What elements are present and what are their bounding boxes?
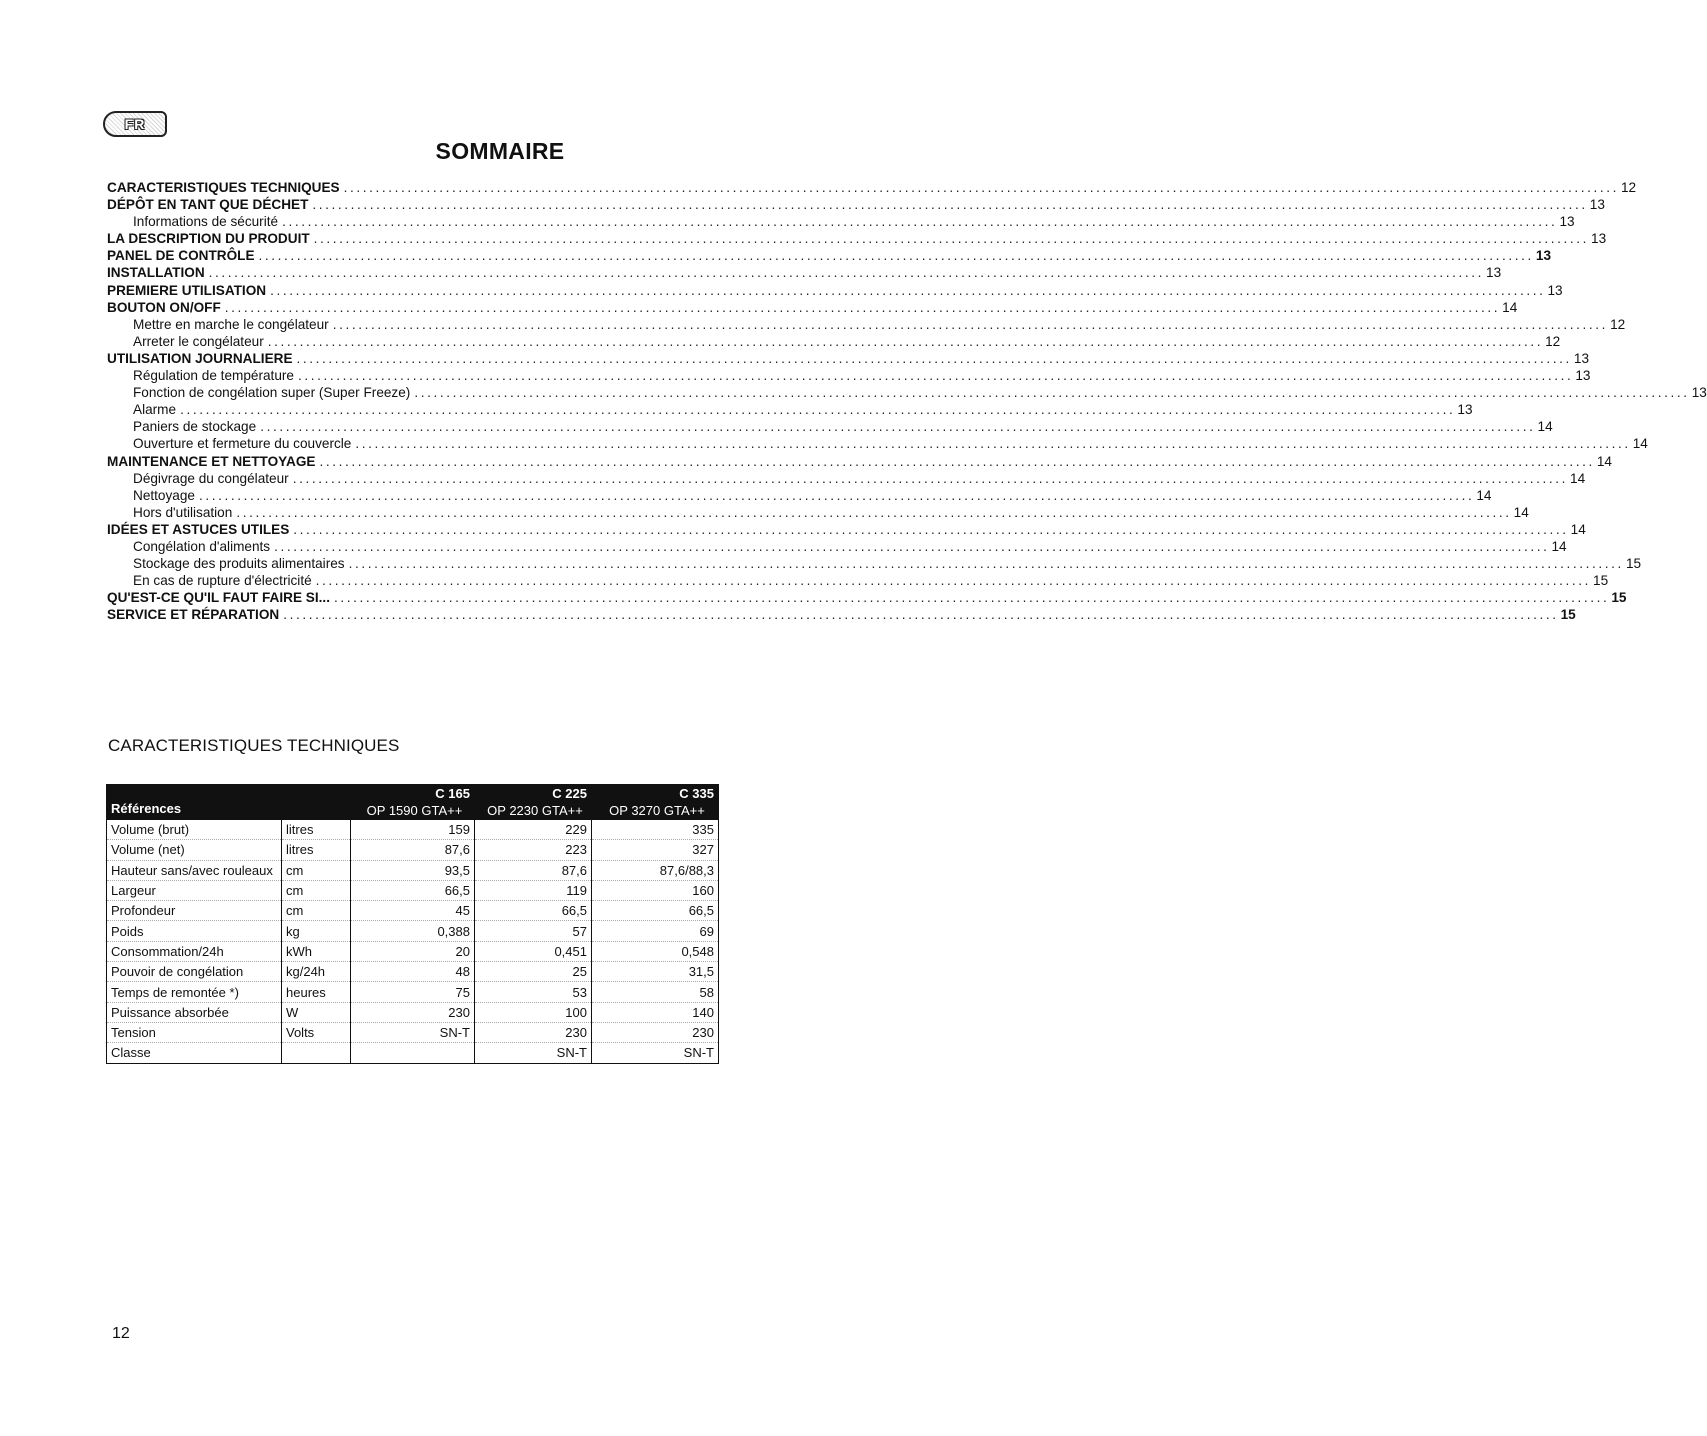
specifications-table (106, 784, 719, 1064)
toc-entry (107, 299, 1518, 316)
toc-entry-label: LA DESCRIPTION DU PRODUIT (107, 231, 310, 247)
spec-unit: cm (282, 860, 351, 880)
spec-unit: litres (282, 820, 351, 840)
toc-entry-label: En cas de rupture d'électricité (133, 573, 312, 589)
spec-label: Consommation/24h (107, 941, 282, 961)
spec-value: 0,451 (475, 941, 592, 961)
toc-leader-dots: ........................................................................................................................................................................................................ (283, 607, 1559, 623)
toc-entry-page: 14 (1570, 470, 1586, 486)
spec-value: 69 (592, 921, 719, 941)
spec-value: 87,6 (475, 860, 592, 880)
toc-entry-page: 13 (1547, 282, 1563, 298)
toc-entry-label: Ouverture et fermeture du couvercle (133, 436, 352, 452)
spec-label: Classe (107, 1043, 282, 1063)
toc-entry-page: 13 (1457, 402, 1473, 418)
references-header: Références (107, 785, 282, 820)
toc-entry-label: Alarme (133, 402, 177, 418)
toc-entry-label: PREMIERE UTILISATION (107, 282, 267, 298)
toc-leader-dots: ........................................................................................................................................................................................................ (315, 573, 1592, 589)
spec-unit: Volts (282, 1022, 351, 1042)
spec-value: SN-T (351, 1022, 475, 1042)
model-name: OP 2230 GTA++ (487, 803, 583, 818)
model-header-1 (351, 785, 475, 820)
spec-unit: kg/24h (282, 962, 351, 982)
toc-leader-dots: ........................................................................................................................................................................................................ (313, 231, 1590, 247)
model-header-3 (592, 785, 719, 820)
spec-value: 66,5 (351, 880, 475, 900)
table-header-row (107, 785, 719, 820)
toc-leader-dots: ........................................................................................................................................................................................................ (333, 590, 1610, 606)
toc-leader-dots: ........................................................................................................................................................................................................ (355, 436, 1631, 452)
table-row (107, 941, 719, 961)
toc-entry (107, 196, 1605, 213)
toc-entry (107, 179, 1637, 196)
spec-value: 25 (475, 962, 592, 982)
toc-entry-page: 13 (1691, 385, 1707, 401)
page-number: 12 (112, 1325, 130, 1342)
table-row (107, 962, 719, 982)
toc-entry-label: Fonction de congélation super (Super Freeze) (133, 385, 411, 401)
table-row (107, 820, 719, 840)
toc-entry (107, 418, 1553, 435)
spec-value: 230 (475, 1022, 592, 1042)
toc-entry (107, 367, 1591, 384)
toc-entry (107, 470, 1586, 487)
toc-entry-page: 13 (1591, 231, 1607, 247)
model-code: C 165 (435, 786, 470, 801)
toc-leader-dots: ........................................................................................................................................................................................................ (267, 333, 1544, 349)
toc-entry-label: SERVICE ET RÉPARATION (107, 607, 280, 623)
toc-leader-dots: ........................................................................................................................................................................................................ (236, 504, 1512, 520)
toc-entry-page: 13 (1575, 368, 1591, 384)
toc-entry-page: 15 (1560, 607, 1576, 623)
spec-value: 327 (592, 840, 719, 860)
spec-value: 87,6 (351, 840, 475, 860)
spec-value: 159 (351, 820, 475, 840)
toc-entry (107, 264, 1502, 281)
spec-label: Temps de remontée *) (107, 982, 282, 1002)
spec-value: 0,388 (351, 921, 475, 941)
toc-entry-label: Mettre en marche le congélateur (133, 316, 329, 332)
toc-entry (107, 213, 1575, 230)
table-row (107, 1022, 719, 1042)
table-row (107, 921, 719, 941)
spec-label: Largeur (107, 880, 282, 900)
toc-entry-page: 13 (1589, 197, 1605, 213)
toc-entry-page: 13 (1573, 350, 1590, 366)
toc-entry-page: 13 (1535, 248, 1552, 264)
toc-entry (107, 453, 1612, 470)
language-badge: FR (103, 111, 167, 137)
toc-leader-dots: ........................................................................................................................................................................................................ (348, 556, 1624, 572)
spec-value: 0,548 (592, 941, 719, 961)
toc-leader-dots: ........................................................................................................................................................................................................ (258, 248, 1534, 264)
spec-unit: litres (282, 840, 351, 860)
table-row (107, 901, 719, 921)
toc-entry-page: 12 (1545, 333, 1561, 349)
toc-entry (107, 606, 1576, 623)
spec-value: 31,5 (592, 962, 719, 982)
spec-value: 229 (475, 820, 592, 840)
toc-entry-page: 14 (1570, 521, 1586, 537)
toc-leader-dots: ........................................................................................................................................................................................................ (282, 214, 1558, 230)
toc-leader-dots: ........................................................................................................................................................................................................ (274, 538, 1550, 554)
toc-entry-label: Stockage des produits alimentaires (133, 556, 345, 572)
toc-leader-dots: ........................................................................................................................................................................................................ (180, 402, 1456, 418)
toc-leader-dots: ........................................................................................................................................................................................................ (343, 180, 1619, 195)
spec-value: 223 (475, 840, 592, 860)
spec-unit: cm (282, 880, 351, 900)
spec-value: 100 (475, 1002, 592, 1022)
spec-label: Volume (net) (107, 840, 282, 860)
toc-entry-label: Arreter le congélateur (133, 333, 264, 349)
toc-leader-dots: ........................................................................................................................................................................................................ (198, 487, 1475, 503)
toc-entry (107, 589, 1627, 606)
toc-entry-label: INSTALLATION (107, 265, 205, 281)
table-of-contents (107, 179, 1707, 623)
spec-value: SN-T (475, 1043, 592, 1063)
toc-leader-dots: ........................................................................................................................................................................................................ (208, 265, 1485, 281)
toc-entry-label: Régulation de température (133, 368, 294, 384)
toc-entry (107, 401, 1473, 418)
toc-leader-dots: ........................................................................................................................................................................................................ (270, 282, 1546, 298)
table-row (107, 860, 719, 880)
table-row (107, 1043, 719, 1063)
toc-entry-page: 14 (1551, 538, 1567, 554)
spec-value: 57 (475, 921, 592, 941)
spec-value: 45 (351, 901, 475, 921)
toc-leader-dots: ........................................................................................................................................................................................................ (292, 470, 1569, 486)
toc-entry (107, 538, 1567, 555)
toc-entry-label: BOUTON ON/OFF (107, 299, 221, 315)
toc-entry-page: 15 (1611, 590, 1627, 606)
spec-value: 53 (475, 982, 592, 1002)
spec-label: Profondeur (107, 901, 282, 921)
toc-entry (107, 435, 1648, 452)
spec-value: 93,5 (351, 860, 475, 880)
toc-entry-page: 13 (1559, 214, 1575, 230)
spec-label: Hauteur sans/avec rouleaux (107, 860, 282, 880)
model-header-2 (475, 785, 592, 820)
spec-label: Puissance absorbée (107, 1002, 282, 1022)
spec-value: 66,5 (592, 901, 719, 921)
spec-value: 66,5 (475, 901, 592, 921)
spec-label: Pouvoir de congélation (107, 962, 282, 982)
spec-label: Tension (107, 1022, 282, 1042)
spec-unit (282, 1043, 351, 1063)
toc-entry-page: 14 (1537, 419, 1553, 435)
toc-leader-dots: ........................................................................................................................................................................................................ (260, 419, 1536, 435)
toc-entry-page: 13 (1486, 265, 1502, 281)
spec-value: 75 (351, 982, 475, 1002)
model-code: C 225 (552, 786, 587, 801)
toc-leader-dots: ........................................................................................................................................................................................................ (312, 197, 1588, 213)
spec-value: 119 (475, 880, 592, 900)
toc-entry-label: CARACTERISTIQUES TECHNIQUES (107, 180, 340, 195)
model-name: OP 3270 GTA++ (609, 803, 705, 818)
toc-leader-dots: ........................................................................................................................................................................................................ (293, 521, 1569, 537)
toc-entry (107, 350, 1590, 367)
toc-entry-label: DÉPÔT EN TANT QUE DÉCHET (107, 197, 309, 213)
spec-value: 20 (351, 941, 475, 961)
spec-value: 140 (592, 1002, 719, 1022)
toc-entry-page: 14 (1476, 487, 1492, 503)
toc-entry-label: Nettoyage (133, 487, 195, 503)
toc-entry-page: 14 (1513, 504, 1529, 520)
table-row (107, 880, 719, 900)
toc-entry (107, 504, 1529, 521)
toc-entry-label: IDÉES ET ASTUCES UTILES (107, 521, 290, 537)
toc-leader-dots: ........................................................................................................................................................................................................ (297, 368, 1574, 384)
toc-entry-label: Paniers de stockage (133, 419, 257, 435)
toc-entry-page: 14 (1502, 299, 1518, 315)
spec-unit: W (282, 1002, 351, 1022)
toc-entry-label: Dégivrage du congélateur (133, 470, 289, 486)
toc-entry-label: UTILISATION JOURNALIERE (107, 350, 293, 366)
toc-entry (107, 572, 1609, 589)
spec-value: 160 (592, 880, 719, 900)
spec-label: Volume (brut) (107, 820, 282, 840)
toc-entry (107, 384, 1707, 401)
page-title: SOMMAIRE (435, 138, 565, 164)
spec-value (351, 1043, 475, 1063)
toc-entry-label: Hors d'utilisation (133, 504, 233, 520)
spec-unit: cm (282, 901, 351, 921)
spec-value: 87,6/88,3 (592, 860, 719, 880)
spec-value: 58 (592, 982, 719, 1002)
toc-entry-page: 15 (1593, 573, 1609, 589)
toc-entry (107, 247, 1552, 264)
toc-entry-label: Congélation d'aliments (133, 538, 271, 554)
toc-entry-label: Informations de sécurité (133, 214, 279, 230)
toc-leader-dots: ........................................................................................................................................................................................................ (332, 316, 1609, 332)
toc-entry (107, 333, 1561, 350)
toc-entry (107, 316, 1626, 333)
toc-entry (107, 230, 1607, 247)
spec-value: 48 (351, 962, 475, 982)
toc-entry-page: 14 (1632, 436, 1648, 452)
toc-entry-label: MAINTENANCE ET NETTOYAGE (107, 453, 316, 469)
spec-value: 230 (351, 1002, 475, 1022)
table-row (107, 840, 719, 860)
spec-value: 230 (592, 1022, 719, 1042)
toc-entry-label: PANEL DE CONTRÔLE (107, 248, 255, 264)
toc-entry-page: 15 (1625, 556, 1642, 572)
toc-entry-page: 12 (1610, 316, 1626, 332)
toc-entry (107, 487, 1492, 504)
spec-unit: kWh (282, 941, 351, 961)
spec-value: SN-T (592, 1043, 719, 1063)
toc-entry (107, 282, 1563, 299)
table-row (107, 1002, 719, 1022)
section-heading-specs: CARACTERISTIQUES TECHNIQUES (108, 736, 400, 755)
spec-unit: heures (282, 982, 351, 1002)
spec-label: Poids (107, 921, 282, 941)
spec-value: 335 (592, 820, 719, 840)
toc-leader-dots: ........................................................................................................................................................................................................ (319, 453, 1595, 469)
toc-leader-dots: ........................................................................................................................................................................................................ (296, 350, 1572, 366)
table-row (107, 982, 719, 1002)
model-code: C 335 (679, 786, 714, 801)
toc-leader-dots: ........................................................................................................................................................................................................ (414, 385, 1690, 401)
model-name: OP 1590 GTA++ (366, 803, 463, 818)
units-header (282, 785, 351, 820)
toc-entry (107, 521, 1586, 538)
toc-entry (107, 555, 1642, 572)
toc-entry-page: 14 (1596, 453, 1612, 469)
toc-entry-label: QU'EST-CE QU'IL FAUT FAIRE SI... (107, 590, 330, 606)
spec-unit: kg (282, 921, 351, 941)
toc-entry-page: 12 (1620, 180, 1637, 195)
toc-leader-dots: ........................................................................................................................................................................................................ (224, 299, 1501, 315)
